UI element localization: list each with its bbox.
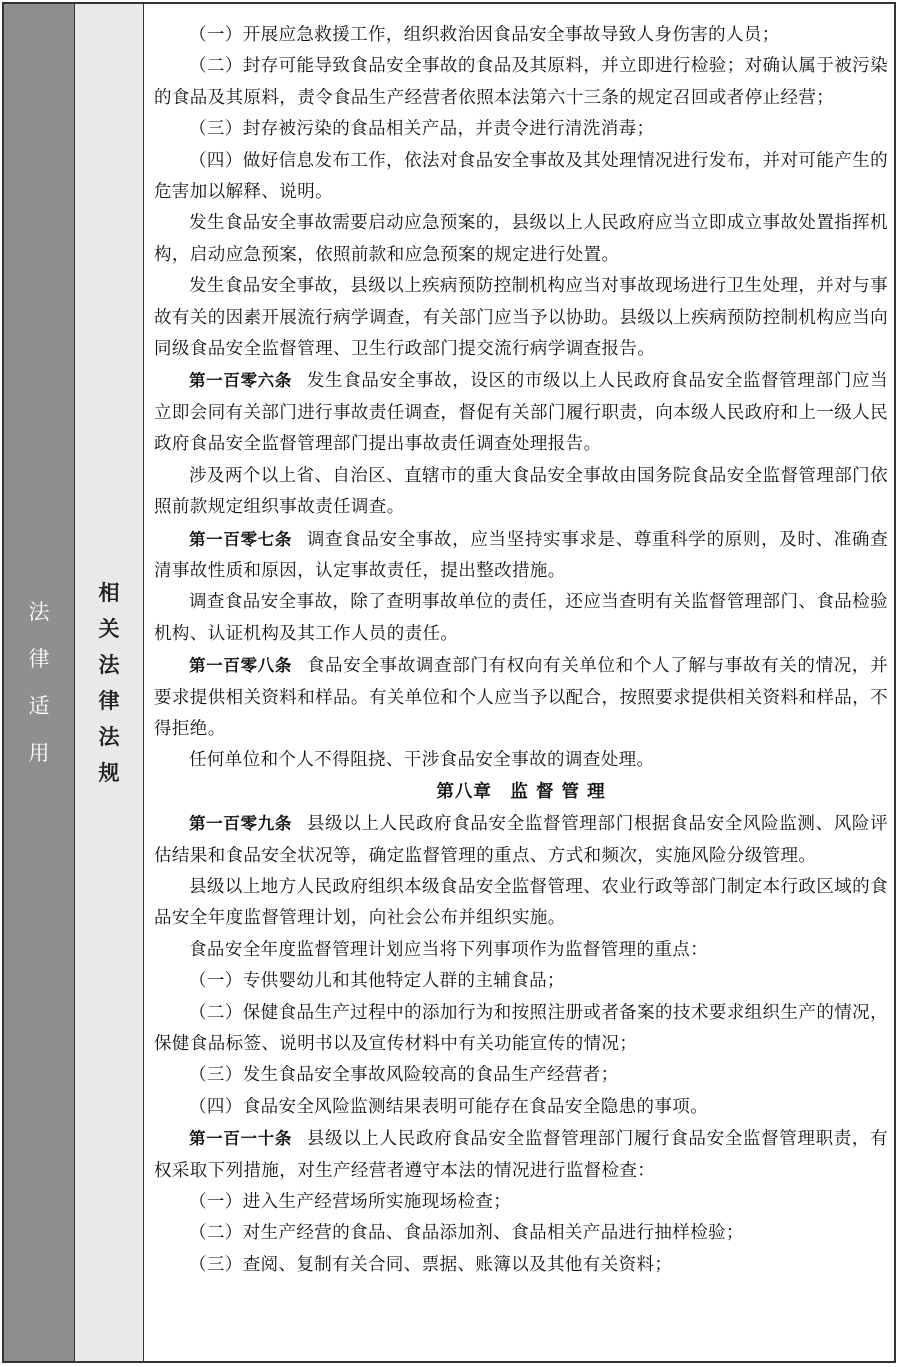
paragraph — [154, 1250, 888, 1281]
paragraph — [154, 20, 888, 51]
paragraph — [154, 461, 888, 524]
paragraph — [154, 51, 888, 114]
paragraph-text: （四）食品安全风险监测结果表明可能存在食品安全隐患的事项。 — [189, 1096, 709, 1117]
paragraph-text: （三）封存被污染的食品相关产品，并责令进行清洗消毒； — [189, 119, 655, 140]
paragraph-text: （二）保健食品生产过程中的添加行为和按照注册或者备案的技术要求组织生产的情况，保健食品标签、说明书以及宣传材料中有关功能宣传的情况； — [154, 1002, 888, 1054]
paragraph-text: （二）封存可能导致食品安全事故的食品及其原料，并立即进行检验；对确认属于被污染的食品及其原料，责令食品生产经营者依照本法第六十三条的规定召回或者停止经营； — [154, 56, 888, 108]
paragraph — [154, 146, 888, 209]
paragraph — [154, 271, 888, 365]
paragraph-text: 调查食品安全事故，除了查明事故单位的责任，还应当查明有关监督管理部门、食品检验机构、认证机构及其工作人员的责任。 — [154, 592, 888, 644]
law-text-column — [144, 4, 894, 1361]
paragraph — [154, 872, 888, 935]
paragraph — [154, 1218, 888, 1249]
category-label: 法 律 适 用 — [28, 599, 50, 765]
subcategory-label: 相 关 法 律 法 规 — [98, 580, 120, 785]
article-number: 第一百零六条 — [189, 371, 293, 391]
paragraph-text: 食品安全年度监督管理计划应当将下列事项作为监督管理的重点： — [189, 939, 709, 960]
article-paragraph — [154, 1123, 888, 1187]
paragraph-text: 发生食品安全事故，县级以上疾病预防控制机构应当对事故现场进行卫生处理，并对与事故有关的因素开展流行病学调查，有关部门应当予以协助。县级以上疾病预防控制机构应当向同级食品安全监督管理、卫生行政部门提交流行病学调查报告。 — [154, 276, 888, 360]
article-paragraph — [154, 524, 888, 588]
paragraph-text: （一）进入生产经营场所实施现场检查； — [189, 1192, 512, 1213]
paragraph-text: 发生食品安全事故需要启动应急预案的，县级以上人民政府应当立即成立事故处置指挥机构，启动应急预案，依照前款和应急预案的规定进行处置。 — [154, 213, 888, 265]
paragraph — [154, 1060, 888, 1091]
document-table — [2, 2, 896, 1363]
paragraph-text: 县级以上人民政府食品安全监督管理部门履行食品安全监督管理职责，有权采取下列措施，对生产经营者遵守本法的情况进行监督检查： — [154, 1129, 888, 1181]
paragraph-text: （四）做好信息发布工作，依法对食品安全事故及其处理情况进行发布，并对可能产生的危害加以解释、说明。 — [154, 150, 888, 203]
paragraph — [154, 1187, 888, 1218]
paragraph-text: 食品安全事故调查部门有权向有关单位和个人了解与事故有关的情况，并要求提供相关资料和样品。有关单位和个人应当予以配合，按照要求提供相关资料和样品，不得拒绝。 — [154, 656, 888, 739]
category-column — [4, 4, 75, 1361]
paragraph — [154, 114, 888, 145]
paragraph-text: 县级以上地方人民政府组织本级食品安全监督管理、农业行政等部门制定本行政区域的食品安全年度监督管理计划，向社会公布并组织实施。 — [154, 876, 888, 929]
paragraph — [154, 745, 888, 776]
paragraph-text: （二）对生产经营的食品、食品添加剂、食品相关产品进行抽样检验； — [189, 1223, 744, 1244]
article-number: 第一百一十条 — [189, 1129, 293, 1149]
article-number: 第一百零九条 — [189, 814, 293, 834]
article-number: 第一百零七条 — [189, 529, 293, 549]
paragraph-text: （一）专供婴幼儿和其他特定人群的主辅食品； — [189, 971, 565, 992]
paragraph — [154, 208, 888, 271]
subcategory-column — [75, 4, 144, 1361]
paragraph — [154, 966, 888, 997]
article-number: 第一百零八条 — [189, 656, 293, 676]
paragraph-text: （三）发生食品安全事故风险较高的食品生产经营者； — [189, 1065, 619, 1086]
paragraph-text: 县级以上人民政府食品安全监督管理部门根据食品安全风险监测、风险评估结果和食品安全状况等，确定监督管理的重点、方式和频次，实施风险分级管理。 — [154, 814, 888, 866]
article-paragraph — [154, 650, 888, 745]
paragraph — [154, 935, 888, 966]
paragraph — [154, 998, 888, 1061]
paragraph-text: （三）查阅、复制有关合同、票据、账簿以及其他有关资料； — [189, 1254, 673, 1275]
paragraph-text: （一）开展应急救援工作，组织救治因食品安全事故导致人身伤害的人员； — [189, 25, 780, 45]
paragraph-text: 发生食品安全事故，设区的市级以上人民政府食品安全监督管理部门应当立即会同有关部门进行事故责任调查，督促有关部门履行职责，向本级人民政府和上一级人民政府食品安全监督管理部门提出事故责任调查处理报告。 — [154, 371, 888, 455]
paragraph — [154, 587, 888, 650]
paragraph-text: 调查食品安全事故，应当坚持实事求是、尊重科学的原则，及时、准确查清事故性质和原因，认定事故责任，提出整改措施。 — [154, 529, 888, 581]
paragraph-text: 任何单位和个人不得阻挠、干涉食品安全事故的调查处理。 — [189, 750, 655, 771]
article-paragraph — [154, 808, 888, 872]
article-paragraph — [154, 365, 888, 460]
paragraph-text: 涉及两个以上省、自治区、直辖市的重大食品安全事故由国务院食品安全监督管理部门依照前款规定组织事故责任调查。 — [154, 465, 888, 518]
paragraph — [154, 1092, 888, 1123]
chapter-heading: 第八章 监 督 管 理 — [436, 781, 606, 802]
